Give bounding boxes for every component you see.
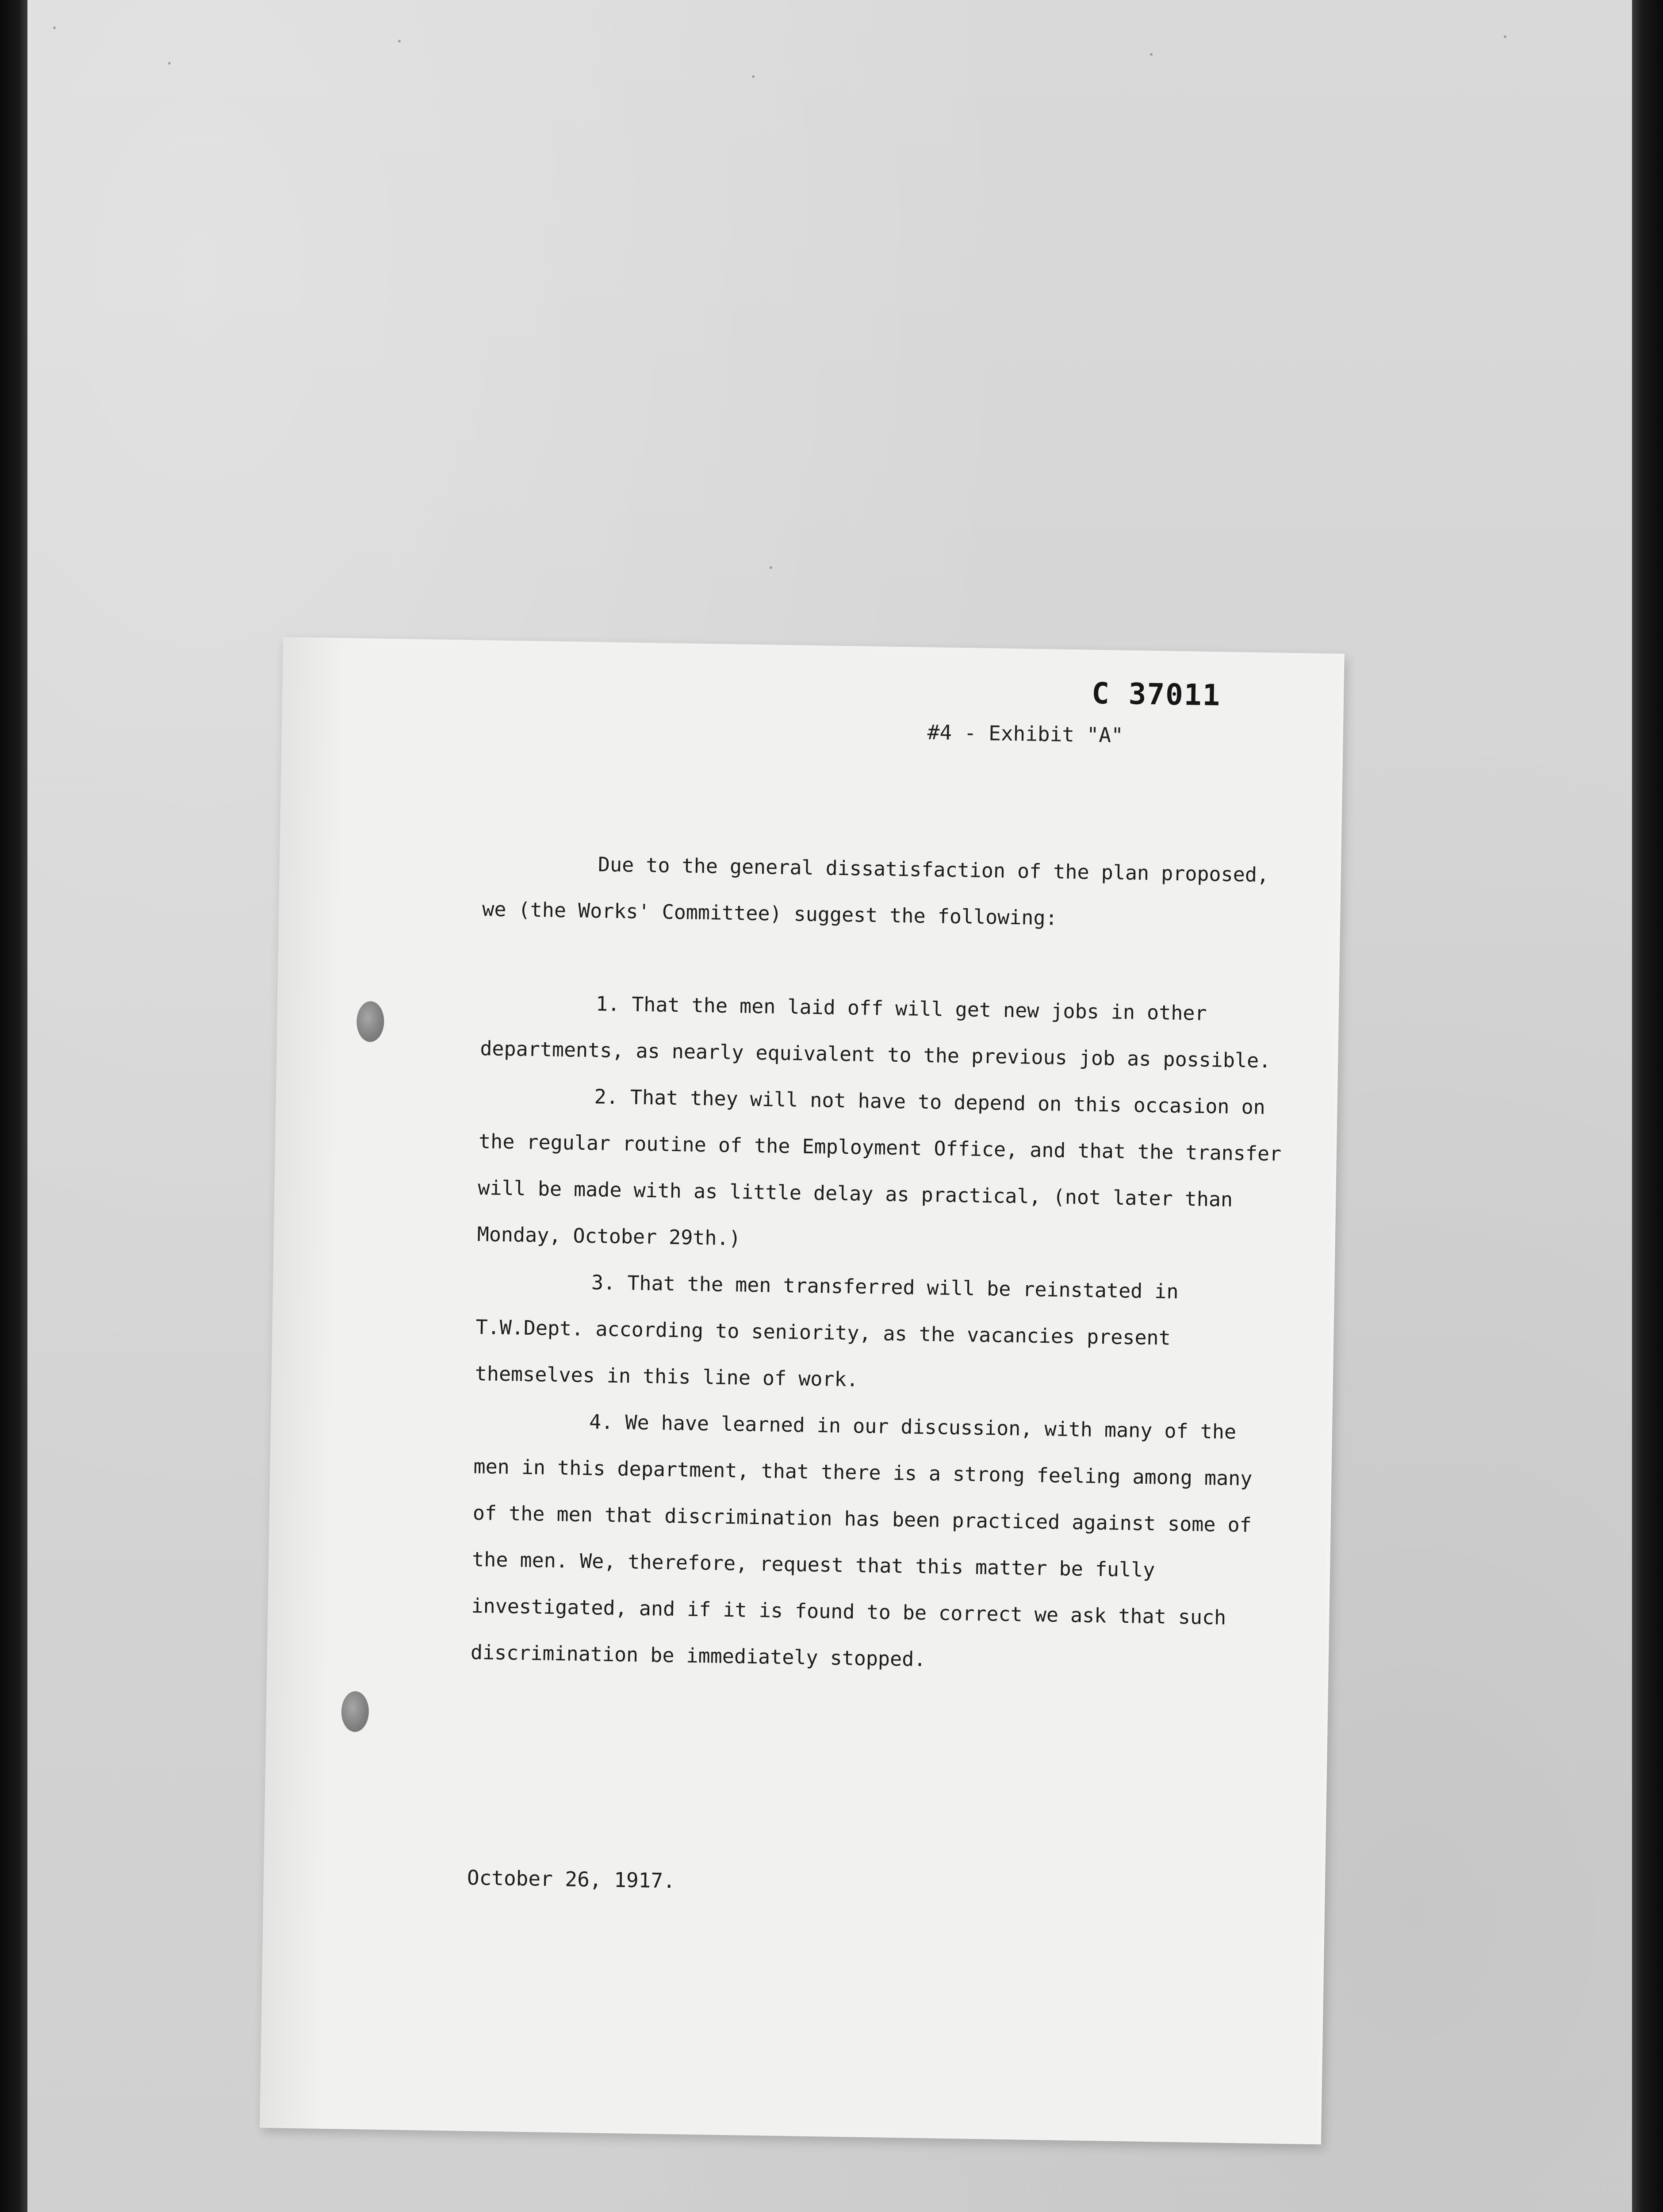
- intro-paragraph: Due to the general dissatisfaction of the plan proposed, we (the Works' Committee) suggest the following:: [482, 853, 1269, 930]
- numbered-item: 4. We have learned in our discussion, with many of the men in this department, that there is a strong feeling among many of the men that discrimination has been practiced against some of the men. We, therefore, request that this matter be fully investigated, and if it is found to be correct we ask that such discrimination be immediately stopped.: [470, 1410, 1253, 1671]
- dust-speck: [398, 40, 401, 42]
- letter-date: October 26, 1917.: [467, 1865, 676, 1893]
- letter-body: [470, 839, 1288, 1688]
- dust-speck: [770, 566, 772, 569]
- dust-speck: [752, 75, 755, 78]
- dust-speck: [1150, 53, 1153, 56]
- punch-hole: [356, 1001, 384, 1042]
- numbered-item: 2. That they will not have to depend on this occasion on the regular routine of the Employment Office, and that the transfer will be made with as little delay as practical, (not later than Monday, October 29th.): [477, 1085, 1282, 1250]
- exhibit-label: #4 - Exhibit "A": [927, 720, 1124, 747]
- dust-speck: [53, 27, 56, 29]
- film-edge-left: [0, 0, 27, 2212]
- numbered-item: 1. That the men laid off will get new jobs in other departments, as nearly equivalent to the previous job as possible.: [480, 992, 1271, 1073]
- dust-speck: [1504, 35, 1506, 38]
- numbered-item: 3. That the men transferred will be reinstated in T.W.Dept. according to seniority, as the vacancies present themselves in this line of work.: [475, 1271, 1179, 1391]
- punch-hole: [341, 1691, 369, 1732]
- typed-letter-page: [260, 637, 1345, 2144]
- dust-speck: [168, 62, 171, 65]
- archive-reference-number: C 37011: [1091, 676, 1221, 713]
- film-edge-right: [1632, 0, 1663, 2212]
